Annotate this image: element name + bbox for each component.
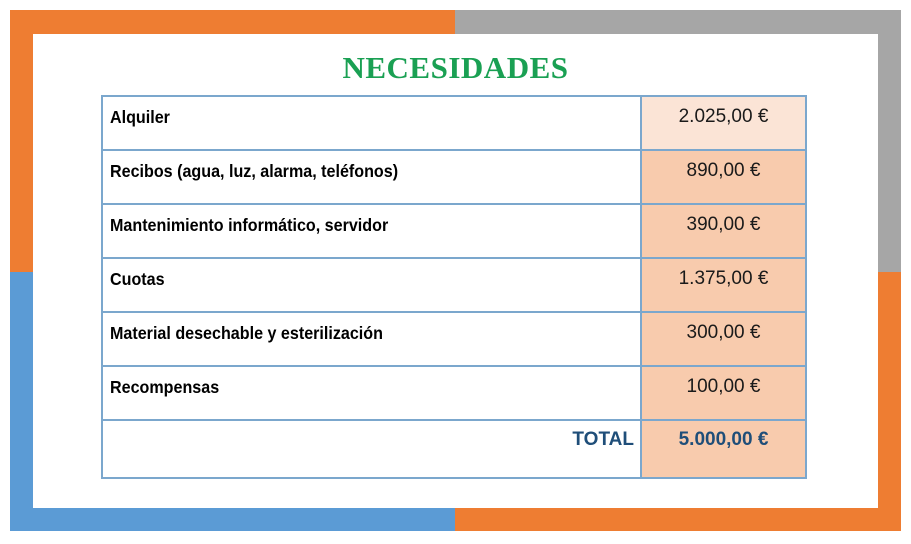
table-row (102, 258, 806, 312)
row-label: Material desechable y esterilización (102, 312, 641, 366)
page-title: NECESIDADES (342, 50, 569, 85)
table-row (102, 204, 806, 258)
row-amount: 2.025,00 € (641, 96, 806, 150)
table-row (102, 312, 806, 366)
row-amount: 300,00 € (641, 312, 806, 366)
row-amount: 890,00 € (641, 150, 806, 204)
row-label: Recibos (agua, luz, alarma, teléfonos) (102, 150, 641, 204)
total-label: TOTAL (102, 420, 641, 478)
budget-table (101, 95, 807, 479)
row-label: Mantenimiento informático, servidor (102, 204, 641, 258)
row-label: Recompensas (102, 366, 641, 420)
total-row (102, 420, 806, 478)
row-label: Alquiler (102, 96, 641, 150)
table-row (102, 150, 806, 204)
row-amount: 100,00 € (641, 366, 806, 420)
row-label: Cuotas (102, 258, 641, 312)
table-row (102, 96, 806, 150)
total-amount: 5.000,00 € (641, 420, 806, 478)
row-amount: 390,00 € (641, 204, 806, 258)
row-amount: 1.375,00 € (641, 258, 806, 312)
table-row (102, 366, 806, 420)
